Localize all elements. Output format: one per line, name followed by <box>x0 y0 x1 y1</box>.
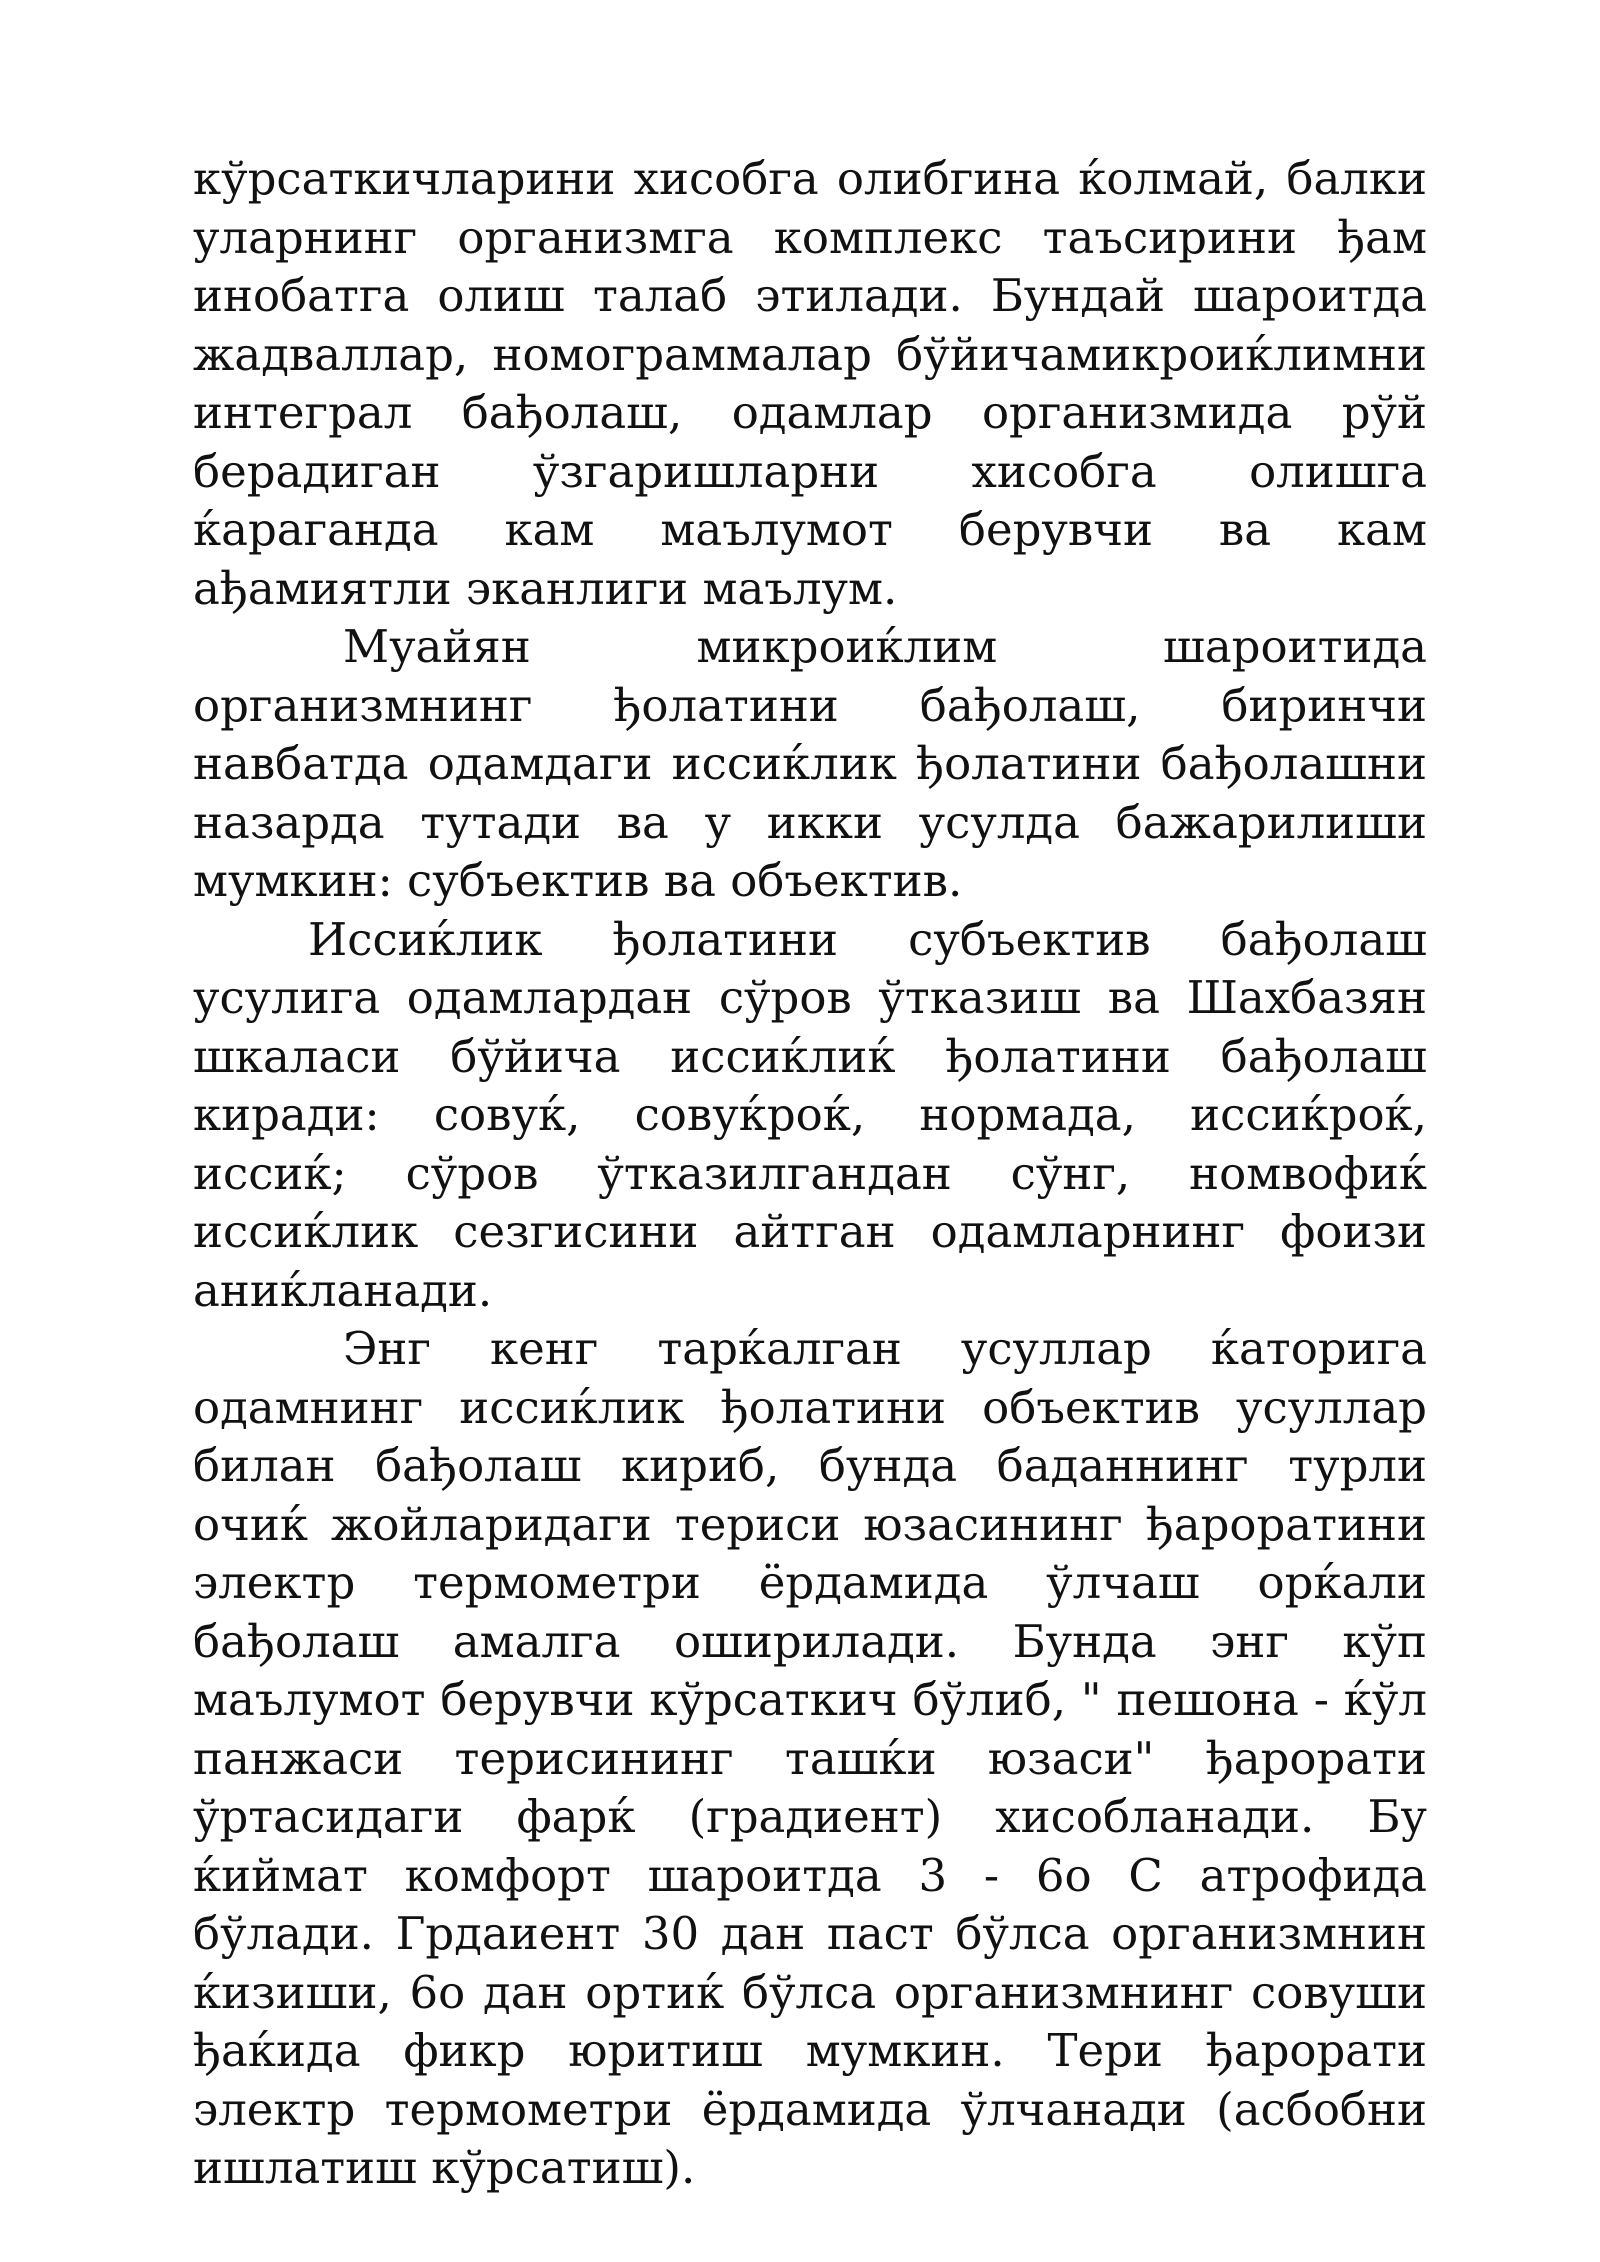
paragraph-3: Иссиќлик ђолатини субъектив бађолаш усулига одамлардан сўров ўтказиш ва Шахбазян шкаласи бўйича иссиќлиќ ђолатини бађолаш киради: совуќ, совуќроќ, нормада, иссиќроќ, иссиќ; сўров ўтказилгандан сўнг, номвофиќ иссиќлик сезгисини айтган одамларнинг фоизи аниќланади. <box>193 912 1427 1317</box>
document-page <box>193 150 1427 2198</box>
paragraph-4: Энг кенг тарќалган усуллар ќаторига одамнинг иссиќлик ђолатини объектив усуллар билан бађолаш кириб, бунда баданнинг турли очиќ жойларидаги териси юзасининг ђароратини электр термометри ёрдамида ўлчаш орќали бађолаш амалга оширилади. Бунда энг кўп маълумот берувчи кўрсаткич бўлиб, " пешона - ќўл панжаси терисининг ташќи юзаси" ђарорати ўртасидаги фарќ (градиент) хисобланади. Бу ќиймат комфорт шароитда 3 - 6о С атрофида бўлади. Грдаиент 30 дан паст бўлса организмнин ќизиши, 6о дан ортиќ бўлса организмнинг совуши ђаќида фикр юритиш мумкин. Тери ђарорати электр термометри ёрдамида ўлчанади (асбобни ишлатиш кўрсатиш). <box>193 1322 1427 2194</box>
paragraph-1: кўрсаткичларини хисобга олибгина ќолмай, балки уларнинг организмга комплекс таъсирини ђам инобатга олиш талаб этилади. Бундай шароитда жадваллар, номограммалар бўйичамикроиќлимни интеграл бађолаш, одамлар организмида рўй берадиган ўзгаришларни хисобга олишга ќараганда кам маълумот берувчи ва кам ађамиятли эканлиги маълум. <box>193 152 1427 615</box>
paragraph-2: Муайян микроиќлим шароитида организмнинг ђолатини бађолаш, биринчи навбатда одамдаги иссиќлик ђолатини бађолашни назарда тутади ва у икки усулда бажарилиши мумкин: субъектив ва объектив. <box>193 620 1427 907</box>
